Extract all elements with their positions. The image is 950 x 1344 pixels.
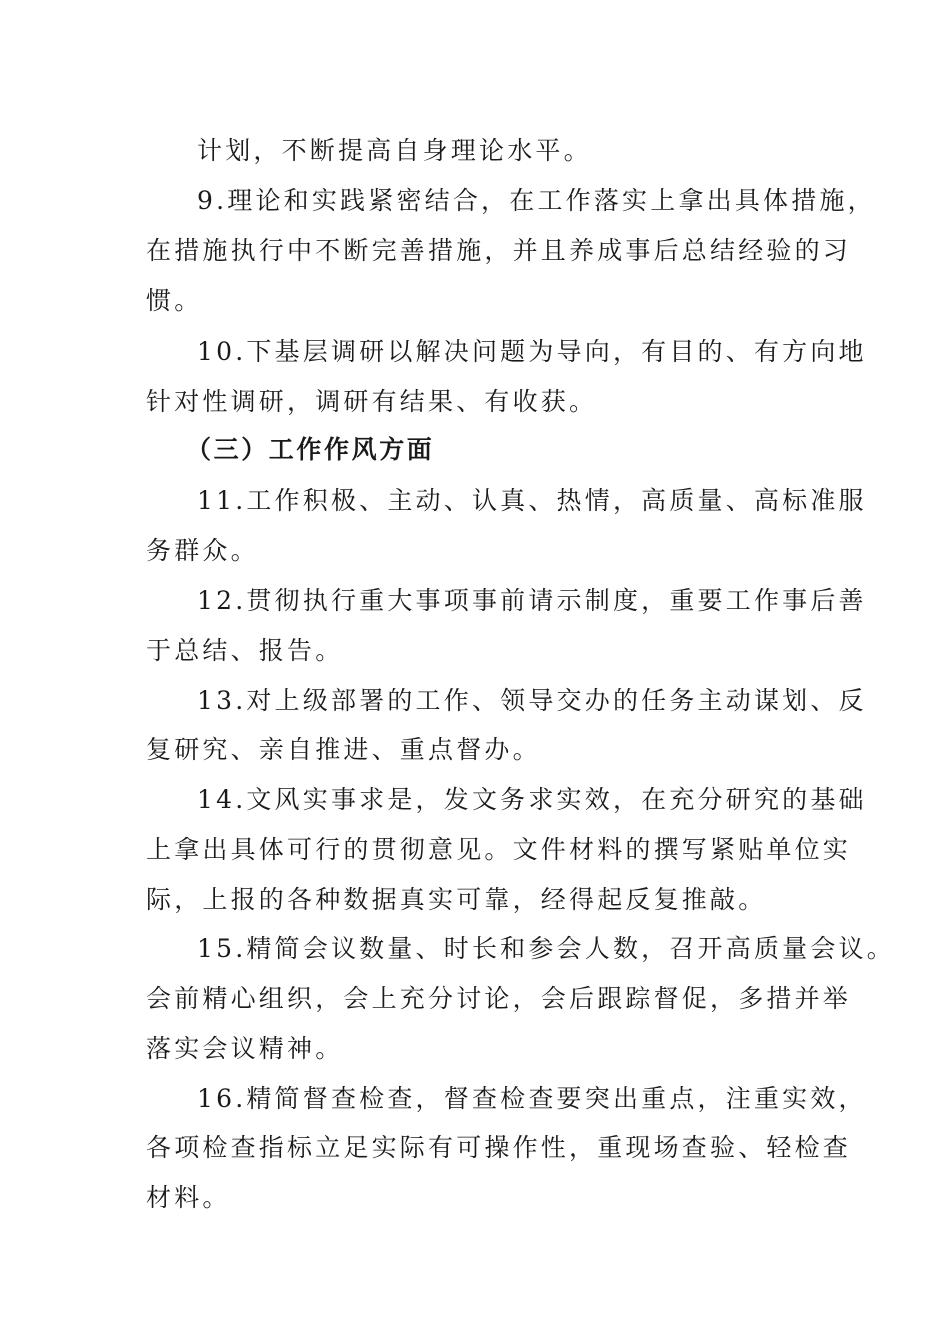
text-line: 落实会议精神。 [146, 1034, 344, 1063]
text-line: 际，上报的各种数据真实可靠，经得起反复推敲。 [146, 885, 767, 914]
item-9-line: 9.理论和实践紧密结合，在工作落实上拿出具体措施， [197, 186, 876, 215]
text-line: 会前精心组织，会上充分讨论，会后跟踪督促，多措并举 [146, 984, 852, 1013]
text-line: 在措施执行中不断完善措施，并且养成事后总结经验的习 [146, 236, 852, 265]
text-line: 上拿出具体可行的贯彻意见。文件材料的撰写紧贴单位实 [146, 835, 852, 864]
item-12-line: 12.贯彻执行重大事项事前请示制度，重要工作事后善 [197, 586, 867, 615]
text-line: 复研究、亲自推进、重点督办。 [146, 735, 541, 764]
item-11-line: 11.工作积极、主动、认真、热情，高质量、高标准服 [197, 486, 867, 515]
text-line: 于总结、报告。 [146, 636, 344, 665]
item-13-line: 13.对上级部署的工作、领导交办的任务主动谋划、反 [197, 686, 867, 715]
text-line: 针对性调研，调研有结果、有收获。 [146, 387, 598, 416]
text-line: 计划，不断提高自身理论水平。 [197, 136, 592, 165]
text-line: 各项检查指标立足实际有可操作性，重现场查验、轻检查 [146, 1133, 852, 1162]
item-16-line: 16.精简督查检查，督查检查要突出重点，注重实效， [197, 1084, 867, 1113]
text-line: 务群众。 [146, 536, 259, 565]
item-14-line: 14.文风实事求是，发文务求实效，在充分研究的基础 [197, 785, 867, 814]
text-line: 惯。 [146, 286, 203, 315]
item-10-line: 10.下基层调研以解决问题为导向，有目的、有方向地 [197, 337, 867, 366]
text-line: 材料。 [146, 1183, 231, 1212]
item-15-line: 15.精简会议数量、时长和参会人数，召开高质量会议。 [197, 934, 895, 963]
section-heading: （三）工作作风方面 [186, 435, 435, 464]
